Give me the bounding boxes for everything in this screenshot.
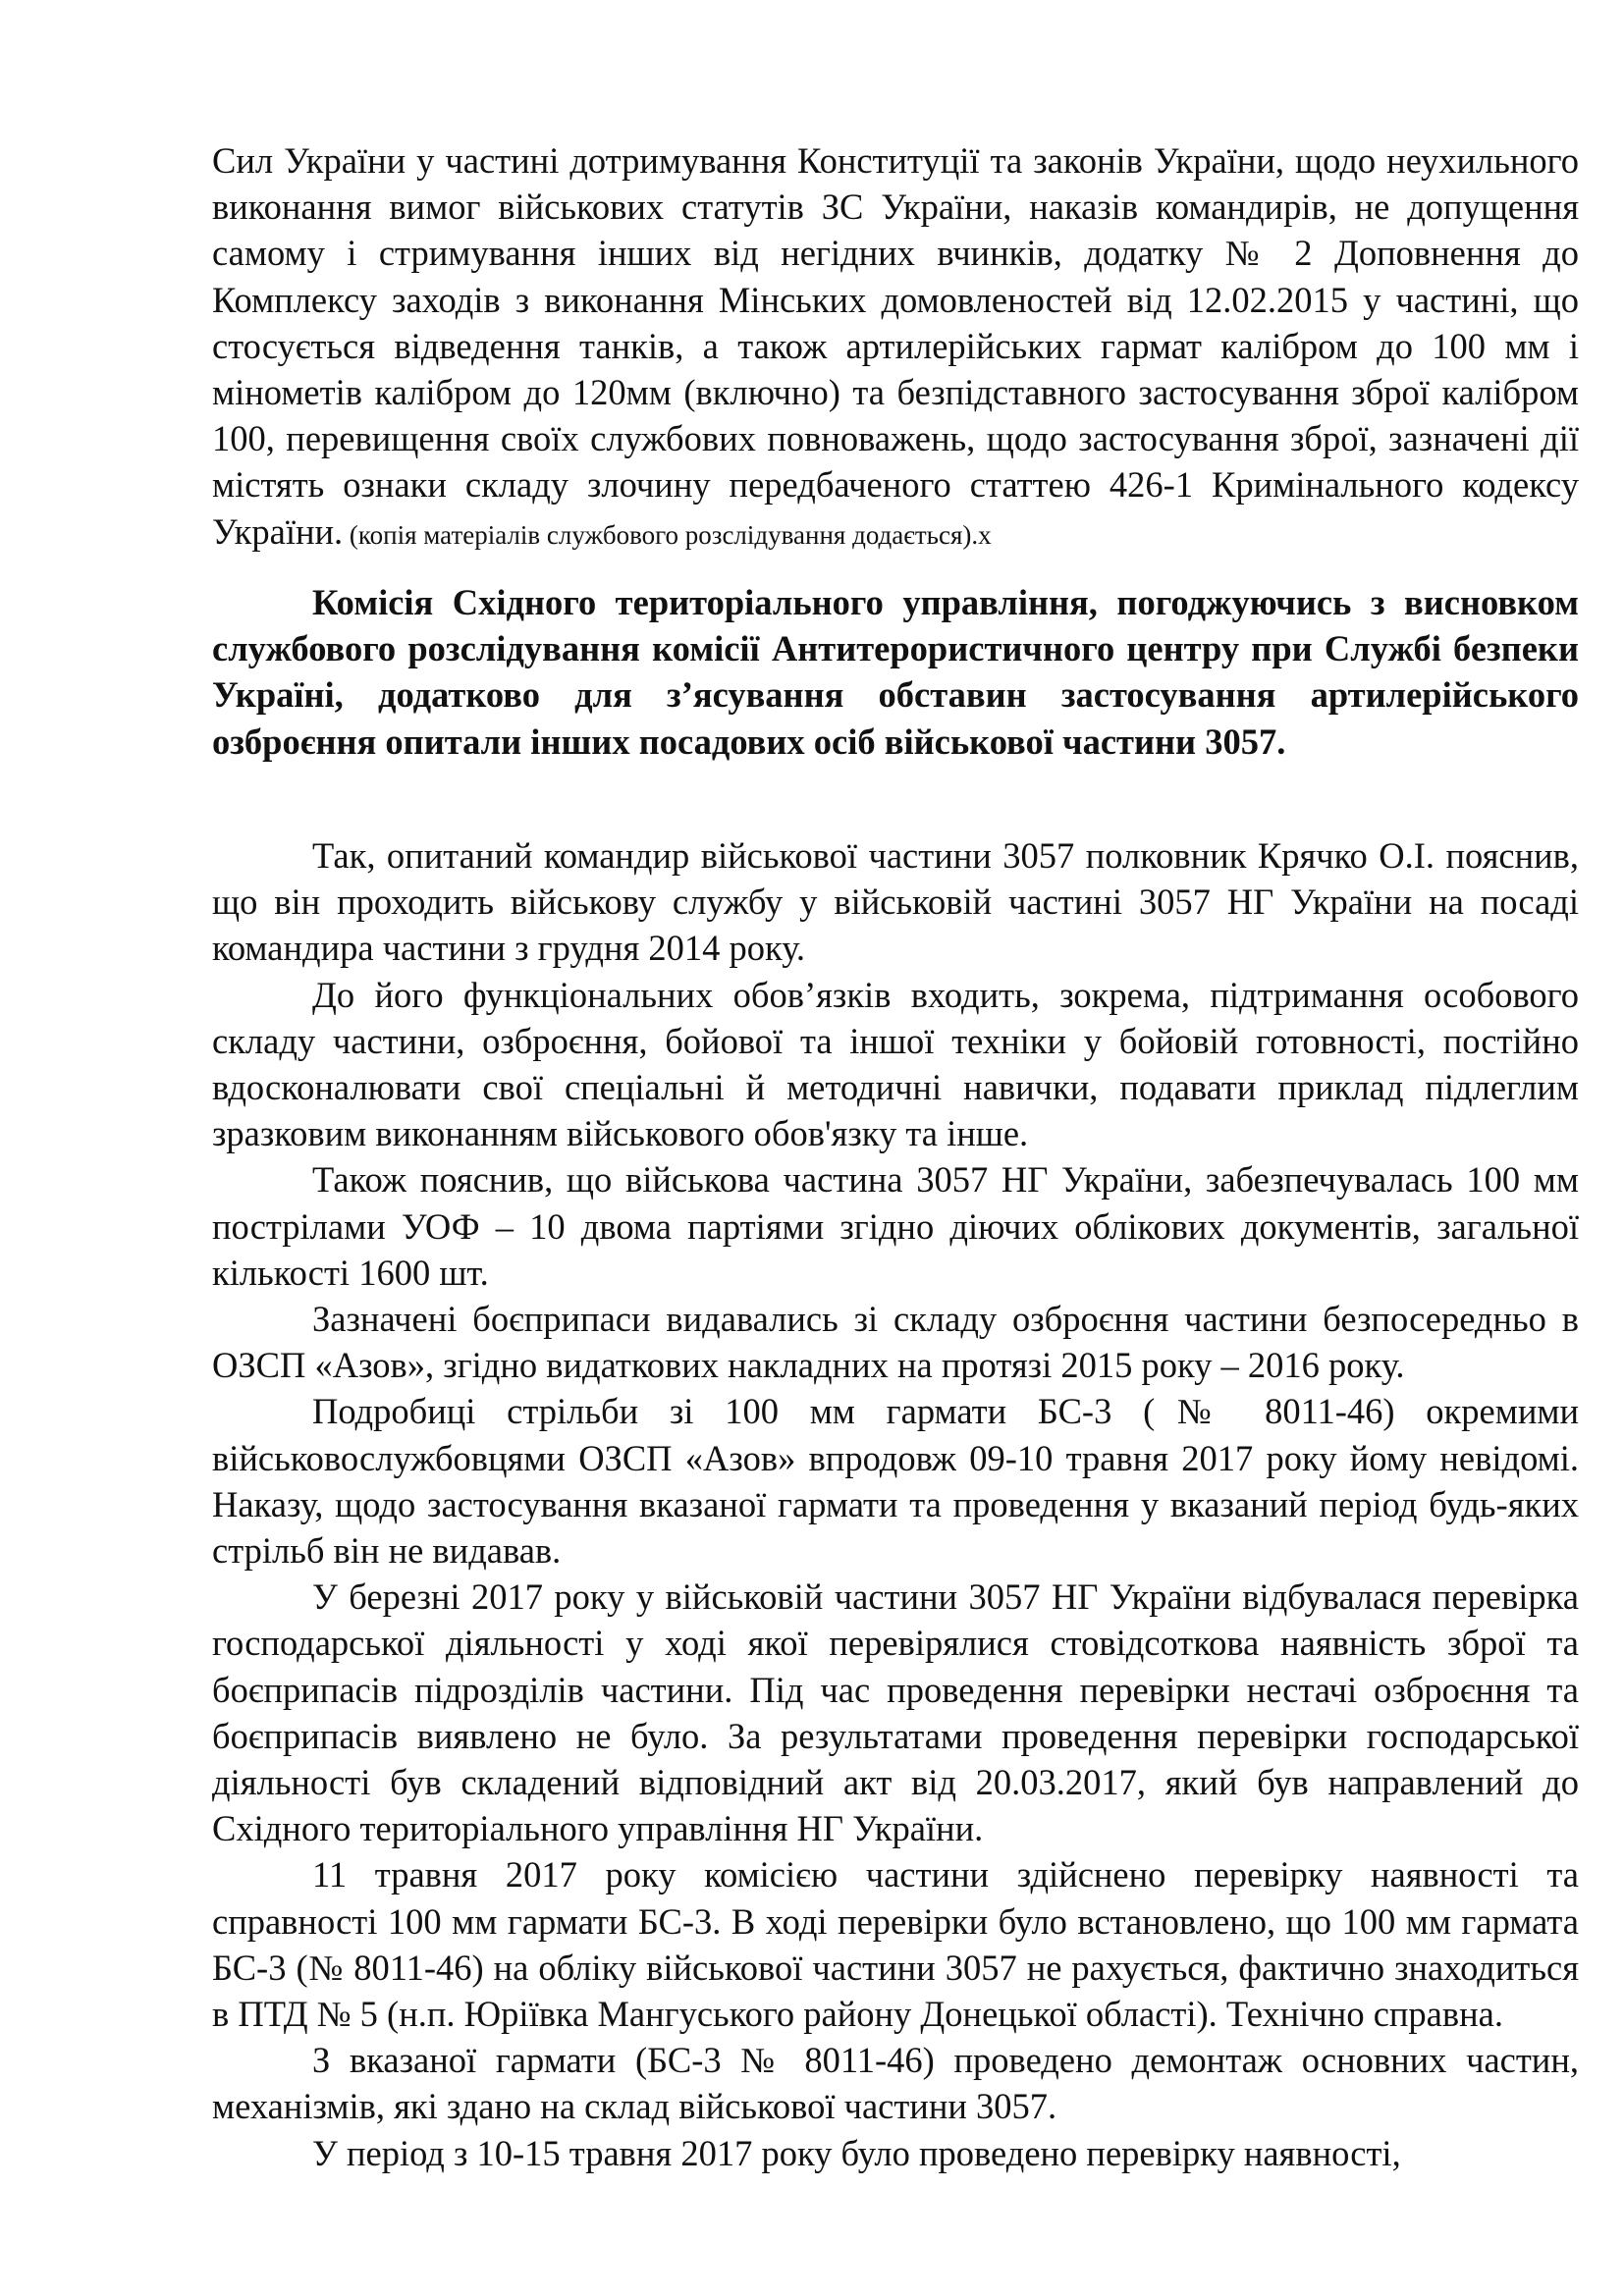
commission-block (212, 579, 1579, 765)
body-paragraph: Подробиці стрільби зі 100 мм гармати БС-3 (№ 8011-46) окремими військовослужбовцями ОЗСП «Азов» впродовж 09-10 травня 2017 року йому невідомі. Наказу, щодо застосування вказаної гармати та проведення у вказаний період будь-яких стрільб він не видавав. (212, 1391, 1579, 1572)
body-paragraph: Так, опитаний командир військової частини 3057 полковник Крячко О.І. пояснив, що він проходить військову службу у військовій частині 3057 НГ України на посаді командира частини з грудня 2014 року. (212, 835, 1579, 969)
commission-statement: Комісія Східного територіального управління, погоджуючись з висновком службового розслідування комісії Антитерористичного центру при Службі безпеки Україні, додатково для з’ясування обставин застосування артилерійського озброєння опитали інших посадових осіб військової частини 3057. (212, 582, 1579, 762)
body-paragraph: 11 травня 2017 року комісією частини здійснено перевірку наявності та справності 100 мм гармати БС-3. В ході перевірки було встановлено, що 100 мм гармата БС-3 (№ 8011-46) на обліку військової частини 3057 не рахується, фактично знаходиться в ПТД № 5 (н.п. Юріївка Мангуського району Донецької області). Технічно справна. (212, 1854, 1579, 2035)
intro-block (212, 137, 1579, 559)
body-paragraph: Також пояснив, що військова частина 3057 НГ України, забезпечувалась 100 мм пострілами УОФ – 10 двома партіями згідно діючих облікових документів, загальної кількості 1600 шт. (212, 1159, 1579, 1293)
intro-paragraph (212, 137, 1579, 559)
body-paragraph: До його функціональних обов’язків входить, зокрема, підтримання особового складу частини, озброєння, бойової та іншої техніки у бойовій готовності, постійно вдосконалювати свої спеціальні й методичні навички, подавати приклад підлеглим зразковим виконанням військового обов'язку та інше. (212, 974, 1579, 1154)
body-paragraph: Зазначені боєприпаси видавались зі складу озброєння частини безпосередньо в ОЗСП «Азов», згідно видаткових накладних на протязі 2015 року – 2016 року. (212, 1299, 1579, 1386)
body-paragraph: У березні 2017 року у військовій частини 3057 НГ України відбувалася перевірка господарської діяльності у ході якої перевірялися стовідсоткова наявність зброї та боєприпасів підрозділів частини. Під час проведення перевірки нестачі озброєння та боєприпасів виявлено не було. За результатами проведення перевірки господарської діяльності був складений відповідний акт від 20.03.2017, який був направлений до Східного територіального управління НГ України. (212, 1576, 1579, 1849)
intro-main-text: Сил України у частині дотримування Конституції та законів України, щодо неухильного виконання вимог військових статутів ЗС України, наказів командирів, не допущення самому і стримування інших від негідних вчинків, додатку № 2 Доповнення до Комплексу заходів з виконання Мінських домовленостей від 12.02.2015 у частині, що стосується відведення танків, а також артилерійських гармат калібром до 100 мм і мінометів калібром до 120мм (включно) та безпідставного застосування зброї калібром 100, перевищення своїх службових повноважень, щодо застосування зброї, зазначені дії містять ознаки складу злочину передбаченого статтею 426-1 Кримінального кодексу України. (212, 140, 1579, 552)
body-paragraph: З вказаної гармати (БС-3 № 8011-46) проведено демонтаж основних частин, механізмів, які здано на склад військової частини 3057. (212, 2040, 1579, 2127)
attachment-note: (копія матеріалів службового розслідування додається).х (343, 519, 992, 550)
body-block (212, 832, 1579, 2176)
body-paragraph: У період з 10-15 травня 2017 року було проведено перевірку наявності, (312, 2132, 1401, 2173)
